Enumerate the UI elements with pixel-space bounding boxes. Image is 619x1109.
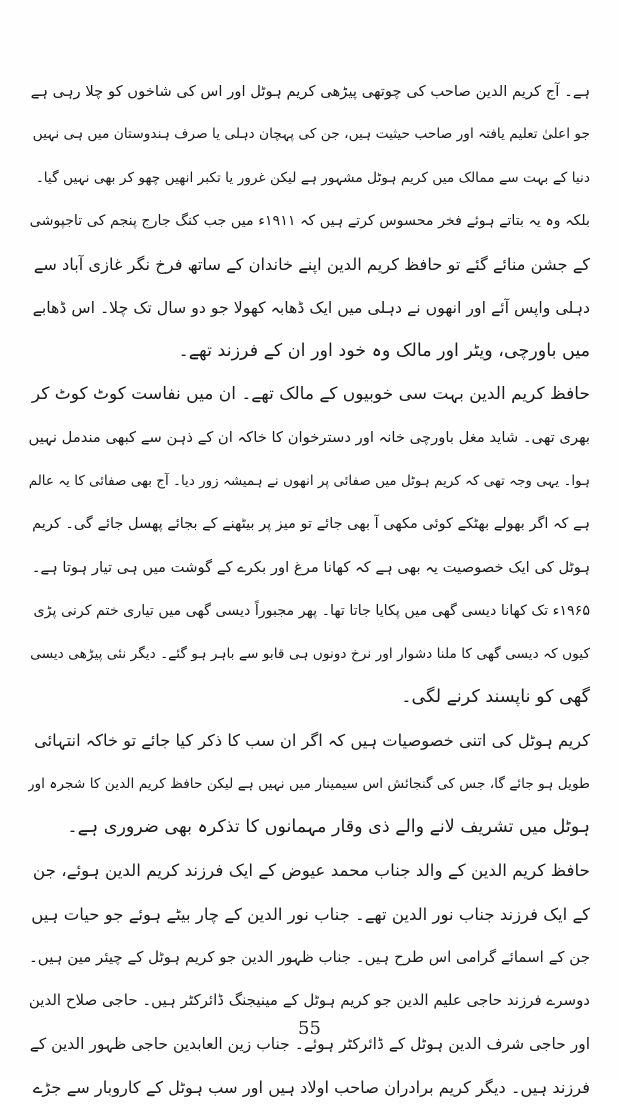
text-line: دہلی واپس آئے اور انھوں نے دہلی میں ایک ڈھابہ کھولا جو دو سال تک چلا۔ اس ڈھابے	[32, 298, 590, 318]
page-number: 55	[298, 1018, 321, 1039]
text-line: کے جشن منائے گئے تو حافظ کریم الدین اپنے خاندان کے ساتھ فرخ نگر غازی آباد سے	[33, 255, 590, 275]
text-line: ہے۔ آج کریم الدین صاحب کی چوتھی پیڑھی کریم ہوٹل اور اس کی شاخوں کو چلا رہی ہے	[30, 83, 590, 100]
text-line: جو اعلیٰ تعلیم یافتہ اور صاحب حیثیت ہیں، جن کی پہچان دہلی یا صرف ہندوستان میں ہی نہیں	[32, 126, 590, 143]
text-line: دوسرے فرزند حاجی علیم الدین جو کریم ہوٹل کے مینیجنگ ڈائرکٹر ہیں۔ حاجی صلاح الدین	[28, 991, 590, 1010]
text-line: حافظ کریم الدین کے والد جناب محمد عیوض کے ایک فرزند کریم الدین ہوئے، جن	[32, 860, 590, 881]
text-line: کے ایک فرزند جناب نور الدین تھے۔ جناب نور الدین کے چار بیٹے ہوئے جو حیات ہیں	[31, 904, 590, 924]
text-line: حافظ کریم الدین بہت سی خوبیوں کے مالک تھے۔ ان میں نفاست کوٹ کوٹ کر	[31, 384, 590, 405]
text-line: بلکہ وہ یہ بتاتے ہوئے فخر محسوس کرتے ہیں کہ ۱۹۱۱ء میں جب کنگ جارج پنجم کی تاجپوشی	[29, 212, 590, 229]
text-line: میں باورچی، ویٹر اور مالک وہ خود اور ان کے فرزند تھے۔	[178, 340, 590, 361]
text-line: ہے کہ اگر بھولے بھٹکے کوئی مکھی آ بھی جائے تو میز پر بیٹھنے کے بجائے پھسل جائے گی۔ کریم	[32, 515, 590, 532]
text-line: ہوٹل کی ایک خصوصیت یہ بھی ہے کہ کھانا مرغ اور بکرے کے گوشت میں ہی تیار ہوتا ہے۔	[31, 559, 590, 577]
text-line: جن کے اسمائے گرامی اس طرح ہیں۔ جناب ظہور الدین جو کریم ہوٹل کے چیئر مین ہیں۔	[29, 947, 590, 966]
text-line: کریم ہوٹل کی اتنی خصوصیات ہیں کہ اگر ان سب کا ذکر کیا جائے تو خاکہ انتہائی	[34, 731, 590, 751]
text-line: کیوں کہ دیسی گھی کا ملنا دشوار اور نرخ دونوں ہی قابو سے باہر ہو گئے۔ دیگر نئی پیڑھی دیسی	[30, 645, 590, 662]
text-line: ہوا۔ یہی وجہ تھی کہ کریم ہوٹل میں صفائی پر انھوں نے ہمیشہ زور دیا۔ آج بھی صفائی کا یہ عالم	[28, 472, 590, 489]
text-line: گھی کو ناپسند کرنے لگی۔	[401, 687, 590, 708]
text-line: طویل ہو جائے گا، جس کی گنجائش اس سیمینار میں نہیں ہے لیکن حافظ کریم الدین کا شجرہ اور	[28, 775, 590, 792]
text-line: ہوٹل میں تشریف لانے والے ذی وقار مہمانوں کا تذکرہ بھی ضروری ہے۔	[67, 817, 590, 838]
body-text	[28, 70, 590, 1109]
text-line: فرزند ہیں۔ دیگر کریم برادران صاحب اولاد ہیں اور سب ہوٹل کے کاروبار سے جڑے	[32, 1077, 590, 1097]
text-line: ۱۹۶۵ء تک کھانا دیسی گھی میں پکایا جاتا تھا۔ پھر مجبوراً دیسی گھی میں تیاری ختم کرنی پڑی	[33, 602, 590, 619]
text-line: اور حاجی شرف الدین ہوٹل کے ڈائرکٹر ہوئے۔ جناب زین العابدین حاجی ظہور الدین کے	[29, 1034, 590, 1053]
text-line: بھری تھی۔ شاید مغل باورچی خانہ اور دسترخوان کا خاکہ ان کے ذہن سے کبھی مندمل نہیں	[28, 429, 590, 447]
text-line: دنیا کے بہت سے ممالک میں کریم ہوٹل مشہور ہے لیکن غرور یا تکبر انھیں چھو کر بھی نہیں گیا۔	[35, 169, 590, 186]
